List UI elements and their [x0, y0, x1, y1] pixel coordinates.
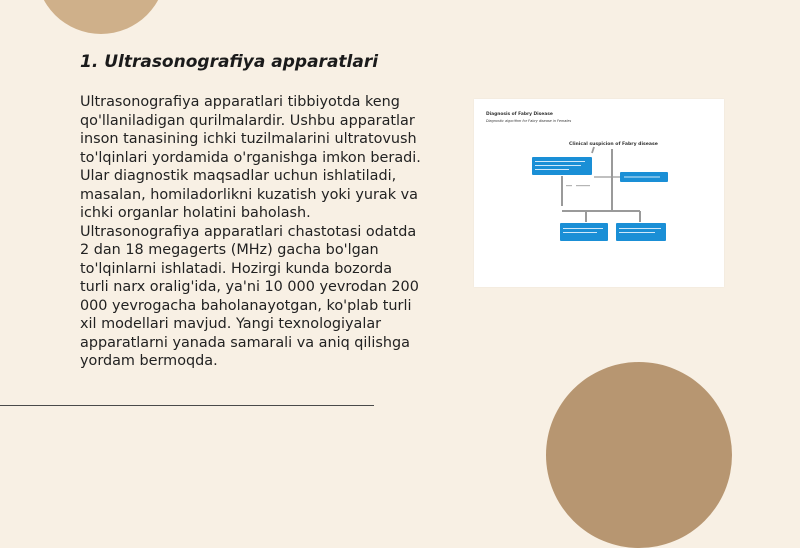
- diagram-annotations: [566, 185, 590, 186]
- annotation-mark-2: [576, 185, 590, 186]
- box-text-hint: [619, 232, 655, 233]
- decorative-circle-top: [36, 0, 166, 34]
- divider-line: [0, 405, 374, 406]
- diagram-heading: Clinical suspicion of Fabry disease: [569, 142, 658, 147]
- box-text-hint: [535, 161, 585, 162]
- slide-paragraph: Ultrasonografiya apparatlari tibbiyotda keng qo'llaniladigan qurilmalardir. Ushbu apparatlar inson tanasining ichki tuzilmalarini ultratovush to'lqinlari yordamida o'rganishga imkon beradi. Ular diagnostik maqsadlar uchun ishlatiladi, masalan, homiladorlikni kuzatish yoki yurak va ichki organlar holatini baholash. Ultrasonografiya apparatlari chastotasi odatda 2 dan 18 megagerts (MHz) gacha bo'lgan to'lqinlarni ishlatadi. Hozirgi kunda bozorda turli narx oralig'ida, ya'ni 10 000 yevrodan 200 000 yevrogacha baholanayotgan, ko'plab turli xil modellari mavjud. Yangi texnologiyalar apparatlarni yanada samarali va aniq qilishga yordam bermoqda.: [80, 94, 421, 369]
- diagram-subtitle: Diagnostic algorithm for Fabry disease in Females: [486, 119, 572, 123]
- diagram-title: Diagnosis of Fabry Disease: [486, 112, 553, 117]
- decorative-circle-bottom: [546, 362, 732, 548]
- box-text-hint: [563, 228, 603, 229]
- box-text-hint: [535, 169, 569, 170]
- annotation-mark-1: [566, 185, 572, 186]
- box-text-hint: [535, 165, 581, 166]
- slide-title: 1. Ultrasonografiya apparatlari: [80, 52, 379, 72]
- box-text-hint: [624, 177, 660, 178]
- box-text-hint: [563, 232, 597, 233]
- fabry-diagnosis-diagram: [474, 99, 724, 287]
- diagram-svg: [474, 99, 724, 287]
- box-text-hint: [619, 228, 661, 229]
- connector-heading-to-box: [592, 147, 594, 153]
